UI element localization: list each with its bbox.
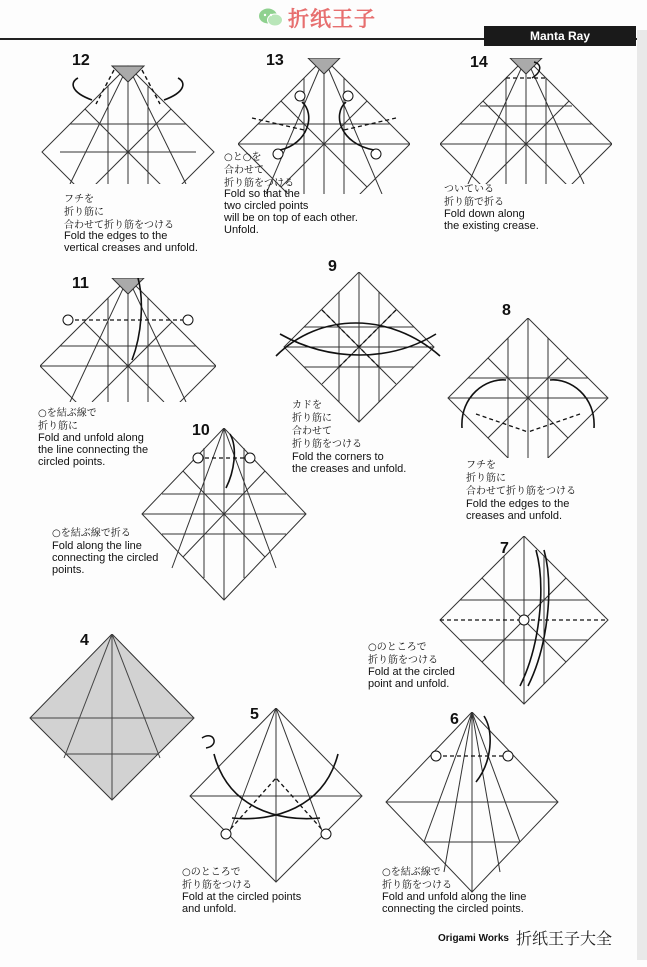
step-number: 5 [250, 706, 259, 723]
step-11-caption-en: Fold and unfold along the line connecting the circled points. [38, 432, 149, 468]
rotate-icon [202, 736, 214, 748]
step-number: 14 [470, 54, 488, 71]
step-8-diagram [440, 318, 616, 458]
step-4-diagram [26, 634, 198, 806]
step-number: 7 [500, 540, 509, 557]
step-12-diagram [40, 64, 216, 184]
footer-watermark: 折纸王子大全 [516, 929, 613, 948]
step-14-caption-jp: ついている 折り筋で折る [444, 184, 504, 208]
watermark-logo [258, 4, 376, 32]
step-8-caption-jp: フチを 折り筋に 合わせて折り筋をつける [466, 460, 576, 497]
step-10-caption-jp: ○を結ぶ線で折る [52, 528, 131, 539]
step-number: 4 [80, 632, 89, 649]
step-5-caption-jp: ○のところで 折り筋をつける [182, 867, 252, 891]
step-13-caption-en: Fold so that the two circled points will be on top of each other. Unfold. [224, 188, 358, 236]
page-edge [637, 30, 647, 960]
step-14-caption-en: Fold down along the existing crease. [444, 208, 539, 232]
step-10-diagram [136, 428, 312, 606]
step-9-caption-en: Fold the corners to the creases and unfold. [292, 451, 407, 475]
step-number: 9 [328, 258, 337, 275]
step-number: 11 [72, 275, 89, 292]
step-9-caption-jp: カドを 折り筋に 合わせて 折り筋をつける [292, 400, 362, 450]
step-5-caption-en: Fold at the circled points and unfold. [182, 891, 302, 915]
step-10-caption-en: Fold along the line connecting the circled points. [52, 540, 159, 576]
step-14-diagram [440, 58, 612, 184]
step-7-caption-jp: ○のところで 折り筋をつける [368, 642, 438, 666]
step-11-diagram [40, 278, 216, 402]
step-8-caption-en: Fold the edges to the creases and unfold. [466, 498, 570, 522]
step-6-caption-jp: ○を結ぶ線で 折り筋をつける [382, 867, 452, 891]
watermark-text: 折纸王子 [288, 7, 376, 31]
step-6-caption-en: Fold and unfold along the line connecting the circled points. [382, 891, 527, 915]
step-number: 13 [266, 52, 284, 69]
step-12-caption-en: Fold the edges to the vertical creases and unfold. [64, 230, 198, 254]
step-12-caption-jp: フチを 折り筋に 合わせて折り筋をつける [64, 194, 174, 231]
step-5-diagram [188, 708, 364, 884]
step-number: 8 [502, 302, 511, 319]
step-7-caption-en: Fold at the circled point and unfold. [368, 666, 455, 690]
step-13-caption-jp: ○と○を 合わせて 折り筋をつける [224, 152, 294, 189]
wechat-icon [258, 7, 284, 29]
page-title: Manta Ray [484, 26, 636, 46]
step-number: 12 [72, 52, 90, 69]
step-11-caption-jp: ○を結ぶ線で 折り筋に [38, 408, 97, 432]
step-number: 10 [192, 422, 210, 439]
footer-credit: Origami Works [438, 933, 509, 944]
step-7-diagram [436, 536, 612, 718]
step-number: 6 [450, 711, 459, 728]
